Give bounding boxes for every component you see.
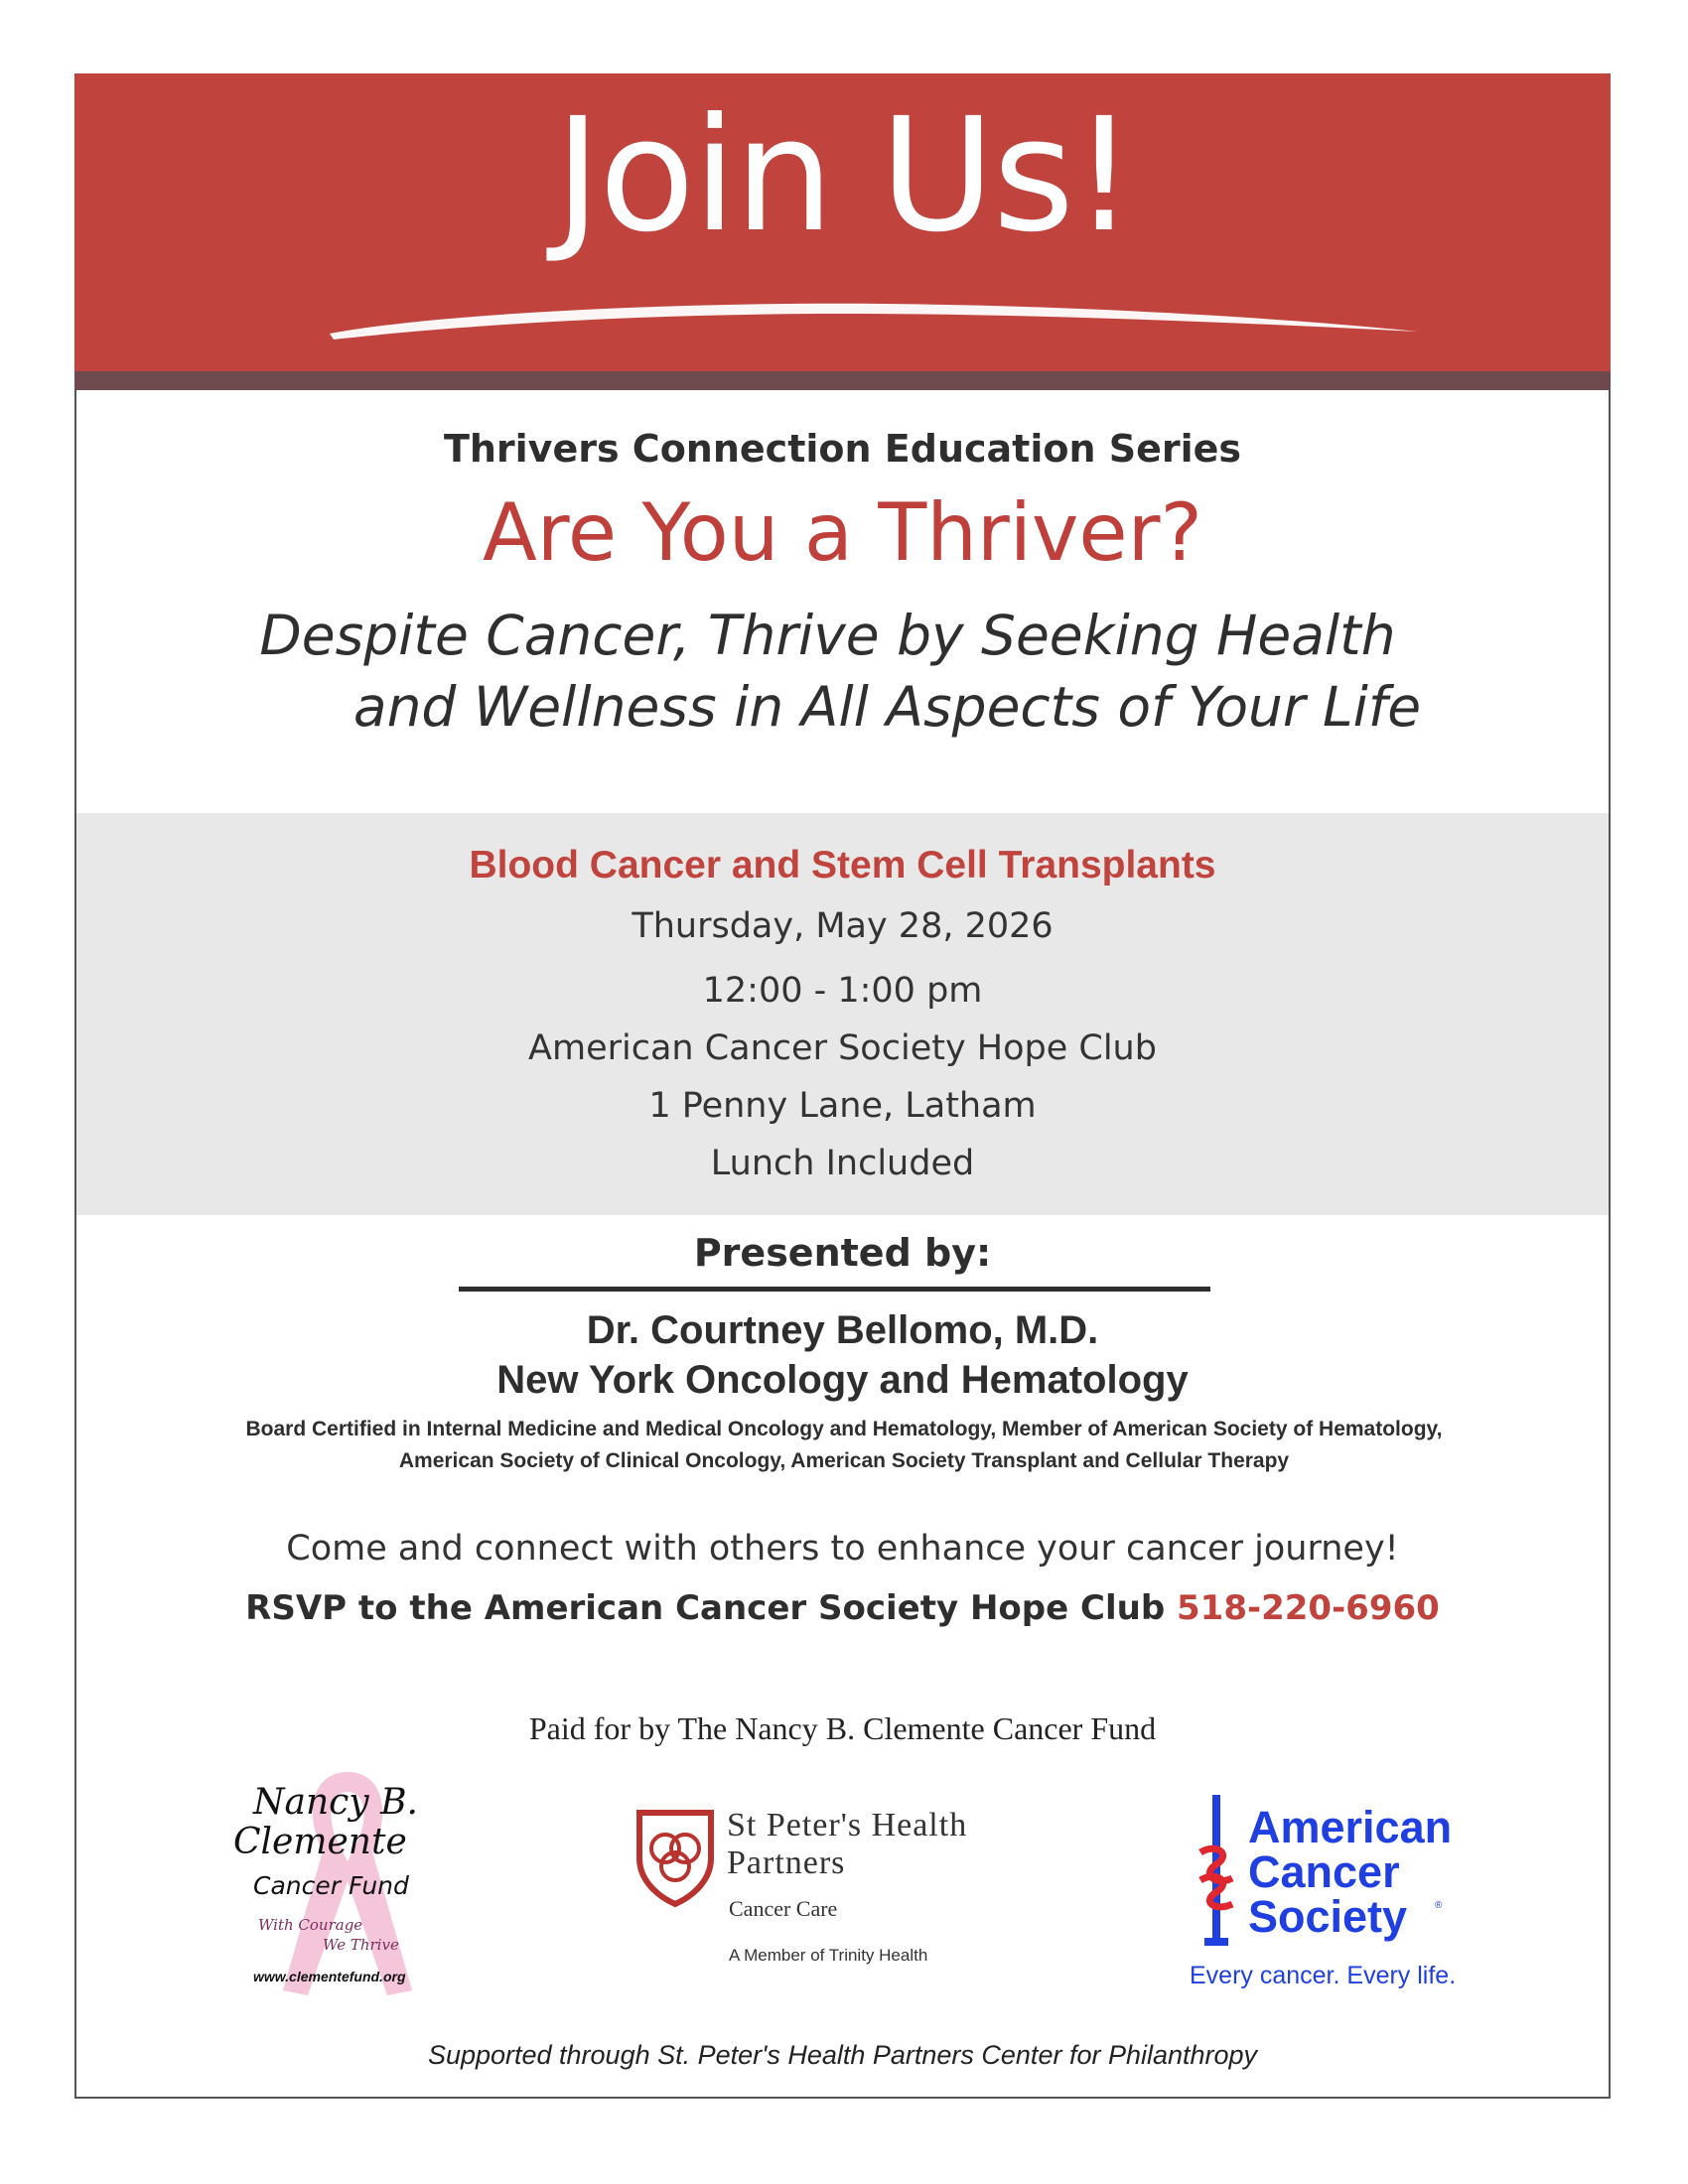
clemente-name-line2: Clemente (233, 1822, 407, 1862)
event-date: Thursday, May 28, 2026 (632, 906, 1054, 946)
clemente-name-line1: Nancy B. (253, 1782, 418, 1823)
rsvp-line (74, 1588, 1611, 1628)
subtitle-line-2: and Wellness in All Aspects of Your Life (352, 675, 1422, 739)
sponsor-line: Paid for by The Nancy B. Clemente Cancer Fund (528, 1710, 1157, 1746)
event-topic: Blood Cancer and Stem Cell Transplants (469, 844, 1216, 887)
banner-divider (74, 371, 1611, 390)
acs-name-line3: Society (1248, 1891, 1408, 1942)
acs-name-line2: Cancer (1248, 1846, 1400, 1897)
headline: Are You a Thriver? (483, 486, 1202, 579)
st-peters-logo (626, 1795, 1062, 1974)
acs-logo (1187, 1795, 1494, 2003)
acs-tagline: Every cancer. Every life. (1190, 1962, 1457, 1989)
event-venue: American Cancer Society Hope Club (528, 1028, 1157, 1068)
event-note: Lunch Included (710, 1144, 975, 1183)
st-peters-name-line1: St Peter's Health (727, 1807, 968, 1843)
clemente-motto-line1: With Courage (258, 1916, 363, 1934)
presenter-credentials: Board Certified in Internal Medicine and Medical Oncology and Hematology, Member of American Society of Hematology, American Society of Clinical Oncology, American Society Transplant and Cellular Therapy (245, 1418, 1443, 1472)
series-title: Thrivers Connection Education Series (443, 427, 1242, 471)
event-address: 1 Penny Lane, Latham (648, 1086, 1037, 1126)
presented-by-heading: Presented by: (693, 1231, 992, 1275)
st-peters-member: A Member of Trinity Health (729, 1946, 928, 1965)
clemente-name-line3: Cancer Fund (253, 1871, 409, 1900)
subtitle-line-1: Despite Cancer, Thrive by Seeking Health (259, 604, 1396, 667)
banner-title: Join Us! (554, 84, 1134, 267)
clemente-motto-line2: We Thrive (323, 1936, 399, 1954)
rsvp-phone[interactable]: 518-220-6960 (1177, 1588, 1440, 1628)
presenter-organization: New York Oncology and Hematology (496, 1358, 1189, 1402)
invitation-text: Come and connect with others to enhance your cancer journey! (286, 1529, 1399, 1569)
event-time: 12:00 - 1:00 pm (702, 971, 983, 1011)
acs-sword-icon (1187, 1795, 1246, 1954)
acs-name-line1: American (1248, 1802, 1453, 1852)
acs-registered-mark: ® (1435, 1900, 1443, 1911)
clemente-url[interactable]: www.clementefund.org (253, 1969, 406, 1984)
st-peters-shield-icon (633, 1809, 717, 1908)
presenter-divider (459, 1287, 1210, 1292)
clemente-fund-logo (223, 1762, 462, 2000)
st-peters-division: Cancer Care (729, 1896, 838, 1921)
presenter-name: Dr. Courtney Bellomo, M.D. (586, 1308, 1099, 1352)
brush-swoosh-icon (328, 294, 1420, 343)
footer-text: Supported through St. Peter's Health Partners Center for Philanthropy (427, 2040, 1258, 2070)
rsvp-text: RSVP to the American Cancer Society Hope Club (245, 1588, 1166, 1628)
st-peters-name-line2: Partners (727, 1844, 846, 1881)
